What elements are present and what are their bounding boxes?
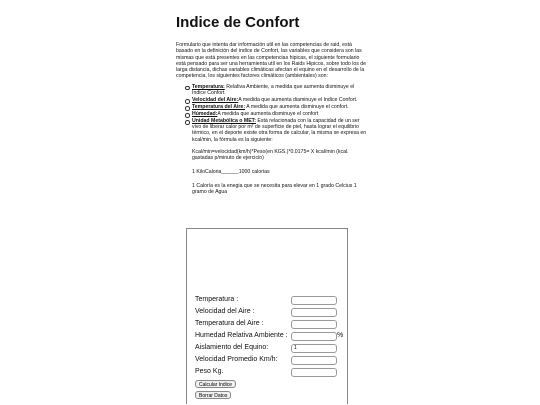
factor-desc: Está relacionada con la capacidad de un ser vivo de liberar calor por m² de superficie de piel, hasta lograr el equilibrio térmico, en el deporte existe otra forma de calcular, la misma se expresa en kcal/min, la fórmula es la siguiente: — [192, 118, 367, 143]
temperature-input[interactable] — [291, 296, 337, 305]
temperature-label: Temperatura : — [195, 296, 239, 303]
air-speed-label: Velocidad del Aire : — [195, 308, 255, 315]
air-temperature-label: Temperatura del Aire : — [195, 320, 264, 327]
intro-paragraph: Formulario que intenta dar información util en las competencias de raid, está basado en la definición del indice de Confort, las variables que considera son las mismas que está presentes en las competencias hipicas, el siguiente formulario está pensado para ser una herramienta util en los Raids Hipicos, sobre todo los de larga distancia, dichas variables climáticas afectan el equino en el desarrollo de la competencia, los siguientes factores climáticos (ambientales) son: — [176, 42, 367, 80]
list-item — [192, 97, 368, 103]
calorie-definition: 1 Caloría es la enegia que se necesita para elevar en 1 grado Celcius 1 gramo de Agua — [192, 183, 357, 196]
list-item — [192, 84, 368, 96]
humidity-input[interactable] — [291, 332, 337, 341]
list-item — [192, 118, 368, 142]
kilocalorie-equivalence: 1 KiloCaloria______1000 calorias — [192, 169, 270, 176]
met-formula: Kcal/min=velocidad(km/h)*Peso(en KGS.)*0.0175= X kcal/min (kcal. gastadas p/minuto de ejercicio) — [192, 148, 349, 161]
comfort-form — [186, 228, 348, 404]
clear-data-button[interactable]: Borrar Datos — [195, 391, 231, 399]
factors-list — [176, 84, 368, 143]
weight-label: Peso Kg. — [195, 368, 224, 375]
factor-term: Temperatura: — [192, 83, 225, 90]
calculate-index-button[interactable]: Calcular Indice — [195, 380, 236, 388]
weight-input[interactable] — [291, 368, 337, 377]
list-item — [192, 111, 368, 117]
avg-speed-label: Velocidad Promedio Km/h: — [195, 356, 278, 363]
insulation-input[interactable] — [291, 344, 337, 353]
factor-term: Unidad Metabólica o MET: — [192, 118, 256, 125]
air-speed-input[interactable] — [291, 308, 337, 317]
factor-term: Velocidad del Aire: — [192, 96, 239, 103]
insulation-label: Aislamiento del Equino: — [195, 344, 269, 351]
factor-term: Temperatura del Aire: — [192, 104, 246, 111]
main-content — [176, 10, 368, 196]
factor-term: Húmedad: — [192, 111, 218, 118]
factor-desc: Relativa Ambiente, a medida que aumenta disminuye el Indice Confort. — [192, 83, 355, 96]
page-title: Indice de Confort — [176, 14, 300, 31]
air-temperature-input[interactable] — [291, 320, 337, 329]
factor-desc: A medida que aumenta disminuye el confort — [217, 111, 319, 118]
factor-desc: A medida que aumenta disminuye el confort. — [245, 104, 349, 111]
list-item — [192, 104, 368, 110]
factor-desc: A medida que aumenta diaminuye el Indice Confort. — [238, 96, 358, 103]
humidity-percent-suffix: % — [337, 332, 344, 339]
humidity-label: Humedad Relativa Ambiente : — [195, 332, 288, 339]
avg-speed-input[interactable] — [291, 356, 337, 365]
